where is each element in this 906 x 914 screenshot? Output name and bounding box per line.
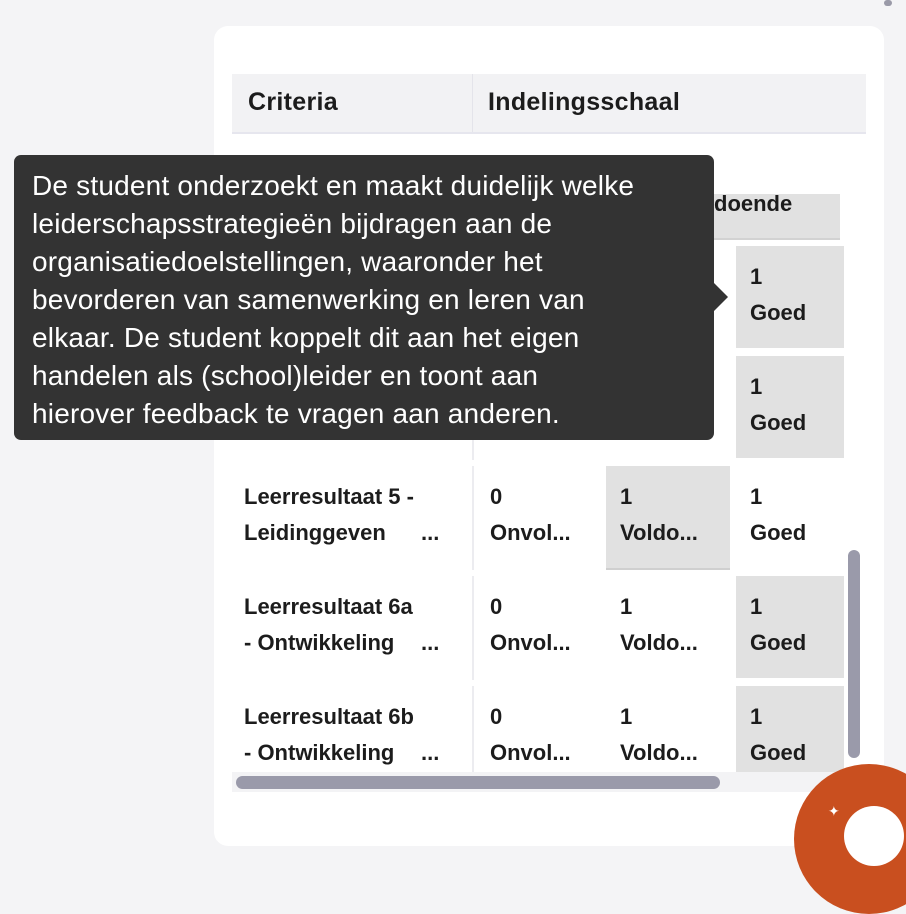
score-value: 1 — [750, 484, 763, 509]
score-value: 1 — [620, 594, 633, 619]
score-value: 1 — [620, 484, 633, 509]
score-label: Voldo... — [620, 630, 698, 655]
criterion-title: Leerresultaat 6b — [244, 704, 414, 729]
criterion-divider — [472, 466, 474, 570]
criterion-subtitle: - Ontwikkeling — [244, 630, 395, 655]
criterion-leerresultaat-6a[interactable] — [244, 589, 466, 661]
tooltip-line: handelen als (school)leider en toont aan — [32, 360, 539, 391]
criteria-column-header: Criteria — [248, 88, 338, 116]
page-scrollbar-thumb[interactable] — [884, 0, 892, 6]
score-value: 0 — [490, 704, 503, 729]
tooltip-line: elkaar. De student koppelt dit aan het eigen — [32, 322, 580, 353]
tooltip-line: hierover feedback te vragen aan anderen. — [32, 398, 560, 429]
score-value: 1 — [750, 594, 763, 619]
score-label: Onvol... — [490, 630, 571, 655]
score-value: 1 — [750, 264, 763, 289]
column-divider — [472, 74, 473, 132]
score-value: 0 — [490, 594, 503, 619]
truncation-ellipsis: ... — [419, 735, 439, 771]
tooltip-line: bevorderen van samenwerking en leren van — [32, 284, 585, 315]
table-vertical-scrollbar-thumb[interactable] — [848, 550, 860, 758]
criterion-subtitle: - Ontwikkeling — [244, 740, 395, 765]
sparkle-icon: ✦ — [828, 803, 840, 819]
criterion-title: Leerresultaat 6a — [244, 594, 413, 619]
assistant-button-cutout — [844, 806, 904, 866]
rubric-table-header — [232, 74, 866, 134]
criterion-leerresultaat-5[interactable] — [244, 479, 466, 551]
score-label: Voldo... — [620, 520, 698, 545]
score-value: 1 — [620, 704, 633, 729]
criterion-title: Leerresultaat 5 - — [244, 484, 414, 509]
score-label: Goed — [750, 300, 807, 325]
tooltip-line: organisatiedoelstellingen, waaronder het — [32, 246, 543, 277]
criterion-divider — [472, 686, 474, 772]
tooltip-line: De student onderzoekt en maakt duidelijk welke — [32, 170, 635, 201]
criterion-description-tooltip — [14, 155, 714, 440]
tooltip-arrow — [714, 283, 728, 311]
criterion-subtitle: Leidinggeven — [244, 520, 386, 545]
score-value: 1 — [750, 374, 763, 399]
scale-label-partial: doende — [714, 194, 793, 216]
score-label: Goed — [750, 410, 807, 435]
score-label: Onvol... — [490, 740, 571, 765]
score-value: 0 — [490, 484, 503, 509]
score-label: Goed — [750, 630, 807, 655]
score-label: Onvol... — [490, 520, 571, 545]
scale-column-header: Indelingsschaal — [488, 88, 681, 116]
truncation-ellipsis: ... — [419, 515, 439, 551]
table-horizontal-scrollbar-thumb[interactable] — [236, 776, 720, 789]
tooltip-line: leiderschapsstrategieën bijdragen aan de — [32, 208, 553, 239]
criterion-divider — [472, 576, 474, 680]
criterion-leerresultaat-6b[interactable] — [244, 699, 466, 771]
score-value: 1 — [750, 704, 763, 729]
score-label: Goed — [750, 520, 807, 545]
score-label: Goed — [750, 740, 807, 765]
truncation-ellipsis: ... — [419, 625, 439, 661]
score-label: Voldo... — [620, 740, 698, 765]
